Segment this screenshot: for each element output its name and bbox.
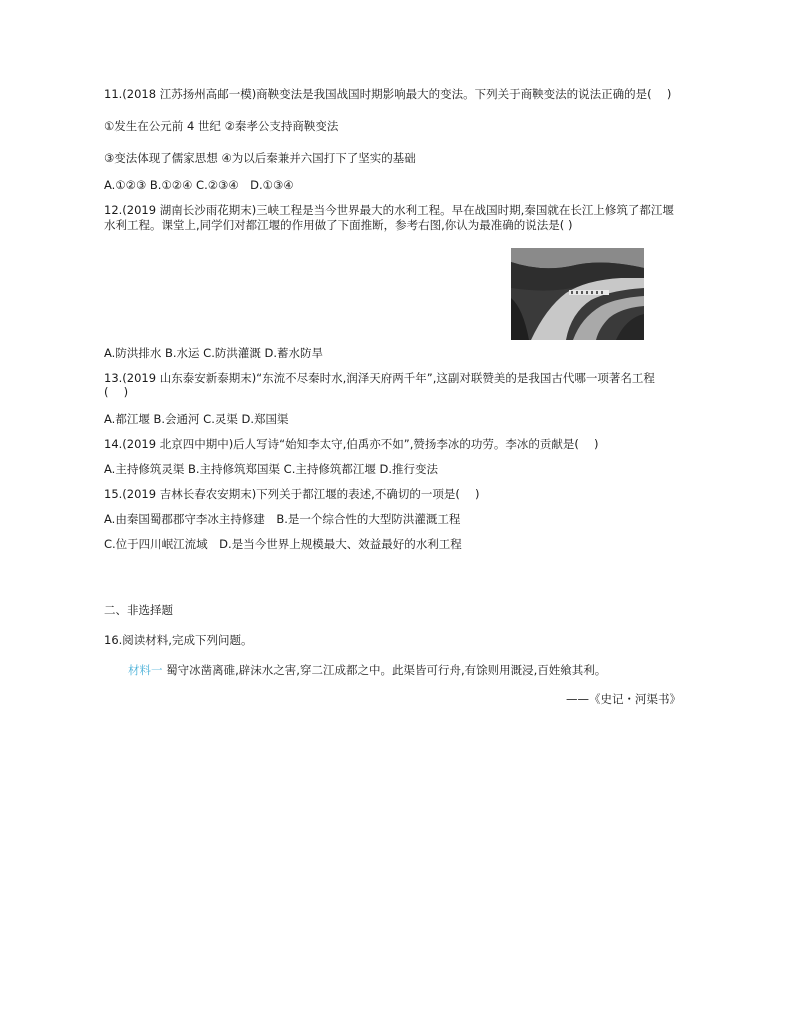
material-source: ——《史记・河渠书》 (566, 692, 681, 706)
material-label: 材料一 (128, 663, 163, 677)
q15-options-2: C.位于四川岷江流域 D.是当今世界上规模最大、效益最好的水利工程 (104, 537, 462, 551)
dujiangyan-photo (511, 248, 644, 340)
q11-options: A.①②③ B.①②④ C.②③④ D.①③④ (104, 178, 294, 192)
q12-options: A.防洪排水 B.水运 C.防洪灌溉 D.蓄水防旱 (104, 346, 324, 360)
section-heading: 二、非选择题 (104, 603, 173, 617)
q11-stem: 11.(2018 江苏扬州高邮一模)商鞅变法是我国战国时期影响最大的变法。下列关于商鞅变法的说法正确的是( ) (104, 87, 672, 101)
q11-statements-1: ①发生在公元前 4 世纪 ②秦孝公支持商鞅变法 (104, 119, 339, 133)
q16-stem: 16.阅读材料,完成下列问题。 (104, 633, 253, 647)
q12-stem-line2: 水利工程。课堂上,同学们对都江堰的作用做了下面推断，参考右图,你认为最准确的说法是( ) (104, 218, 573, 232)
q12-stem-line1: 12.(2019 湖南长沙雨花期末)三峡工程是当今世界最大的水利工程。早在战国时期,秦国就在长江上修筑了都江堰 (104, 203, 674, 217)
q15-stem: 15.(2019 吉林长春农安期末)下列关于都江堰的表述,不确切的一项是( ) (104, 487, 480, 501)
material-text: 蜀守冰凿离碓,辟沫水之害,穿二江成都之中。此渠皆可行舟,有馀则用溉浸,百姓飨其利。 (162, 663, 607, 677)
q14-stem: 14.(2019 北京四中期中)后人写诗“始知李太守,伯禹亦不如”,赞扬李冰的功劳。李冰的贡献是( ) (104, 437, 599, 451)
q13-stem-line2: ( ) (104, 385, 129, 399)
q11-statements-2: ③变法体现了儒家思想 ④为以后秦兼并六国打下了坚实的基础 (104, 151, 416, 165)
q14-options: A.主持修筑灵渠 B.主持修筑郑国渠 C.主持修筑都江堰 D.推行变法 (104, 462, 439, 476)
q13-stem-line1: 13.(2019 山东泰安新泰期末)“东流不尽秦时水,润泽天府两千年”,这副对联赞美的是我国古代哪一项著名工程 (104, 371, 655, 385)
q15-options-1: A.由秦国蜀郡郡守李冰主持修建 B.是一个综合性的大型防洪灌溉工程 (104, 512, 461, 526)
material-one (128, 662, 606, 678)
q13-options: A.都江堰 B.会通河 C.灵渠 D.郑国渠 (104, 412, 289, 426)
